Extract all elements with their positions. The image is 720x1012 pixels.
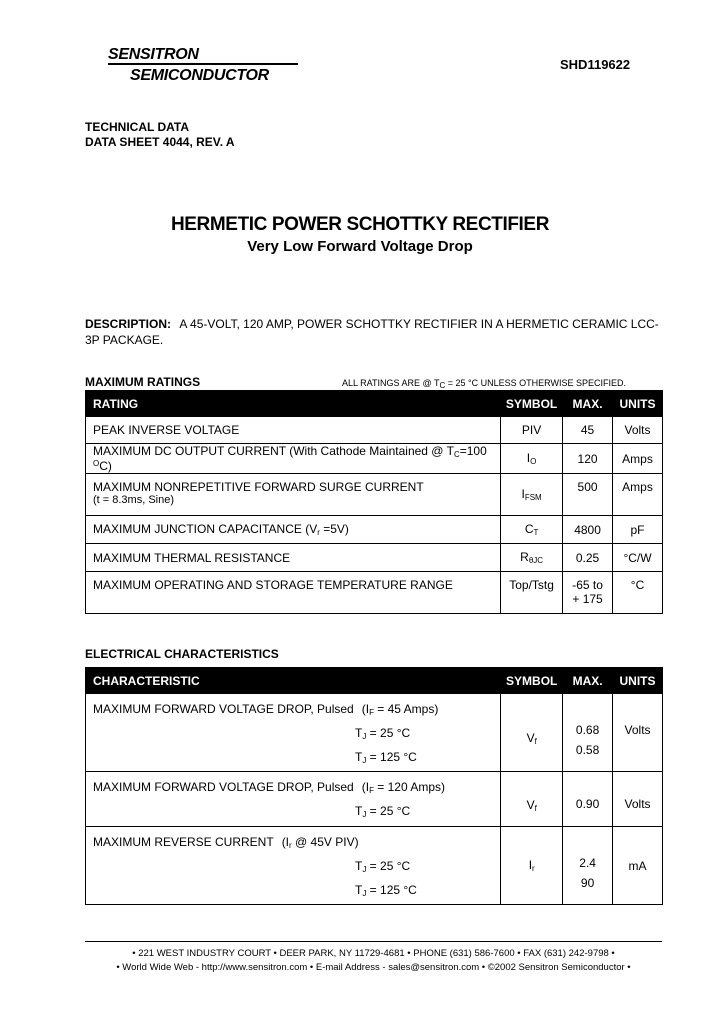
- max-cell: 4800: [563, 516, 613, 544]
- table-row: [86, 544, 663, 572]
- rating-text-line2: (t = 8.3ms, Sine): [93, 494, 175, 506]
- rating-sup: O: [93, 459, 100, 468]
- max-cell: 0.90: [563, 772, 613, 827]
- col-header-symbol: SYMBOL: [501, 668, 563, 694]
- rating-text-end: C): [99, 459, 112, 473]
- condition-rest: @ 45V PIV): [291, 835, 359, 849]
- max-text: -65 to: [572, 578, 603, 592]
- rating-sub: r: [317, 528, 320, 537]
- table-row: [86, 572, 663, 614]
- characteristic-cell: [86, 694, 501, 772]
- max-ratings-table: [85, 390, 663, 614]
- max-cell: 45: [563, 417, 613, 444]
- note-text: ALL RATINGS ARE @ T: [342, 378, 440, 388]
- table-header-row: [86, 391, 663, 417]
- symbol-cell: [501, 444, 563, 474]
- note-text-rest: = 25 °C UNLESS OTHERWISE SPECIFIED.: [445, 378, 627, 388]
- col-header-max: MAX.: [563, 668, 613, 694]
- temp-line: [93, 723, 500, 747]
- symbol-sub: f: [534, 803, 537, 813]
- temp-rest: = 125 °C: [366, 750, 417, 764]
- units-cell: °C: [613, 572, 663, 614]
- company-name-line1: SENSITRON: [108, 46, 199, 63]
- temp-sub: J: [362, 732, 367, 741]
- rating-text-rest: =5V): [319, 522, 349, 536]
- temp-sub: J: [362, 865, 367, 874]
- condition: [362, 780, 445, 794]
- max-text-line2: + 175: [572, 592, 603, 606]
- symbol-sub: r: [532, 864, 535, 873]
- characteristic-label: MAXIMUM REVERSE CURRENT: [93, 835, 274, 849]
- temp-text: T: [355, 859, 363, 873]
- symbol-sub: O: [530, 457, 537, 466]
- symbol-text: V: [526, 797, 535, 812]
- symbol-sub: FSM: [524, 493, 542, 502]
- description-label: DESCRIPTION:: [85, 317, 172, 331]
- condition-sub: F: [369, 708, 374, 717]
- condition-text: (I: [361, 780, 370, 794]
- temp-text: T: [355, 726, 363, 740]
- temp-line: [93, 801, 500, 825]
- page-title: HERMETIC POWER SCHOTTKY RECTIFIER: [170, 214, 550, 235]
- table-row: [86, 444, 663, 474]
- max-cell: [563, 694, 613, 772]
- max-cell: [563, 827, 613, 905]
- symbol-cell: Top/Tstg: [501, 572, 563, 614]
- characteristic-line: [93, 699, 500, 723]
- condition-text: (I: [281, 835, 290, 849]
- max-cell: [563, 572, 613, 614]
- max-cell: 120: [563, 444, 613, 474]
- document-info: [85, 120, 235, 150]
- temp-text: T: [355, 883, 363, 897]
- col-header-symbol: SYMBOL: [501, 391, 563, 417]
- footer-rule: [85, 941, 662, 942]
- units-cell: mA: [613, 827, 663, 905]
- symbol-text: I: [526, 451, 531, 465]
- max-value: 2.4: [579, 856, 596, 870]
- symbol-text: C: [524, 522, 534, 536]
- part-number: SHD119622: [560, 57, 631, 72]
- col-header-rating: RATING: [86, 391, 501, 417]
- temp-text: T: [355, 804, 363, 818]
- tech-data-label: TECHNICAL DATA: [85, 120, 189, 134]
- col-header-max: MAX.: [563, 391, 613, 417]
- symbol-sub: f: [534, 737, 537, 746]
- symbol-cell: PIV: [501, 417, 563, 444]
- condition: [362, 702, 439, 716]
- max-ratings-heading: MAXIMUM RATINGS: [85, 375, 201, 389]
- symbol-text: I: [528, 858, 533, 872]
- condition-text: (I: [361, 702, 370, 716]
- rating-cell: PEAK INVERSE VOLTAGE: [86, 417, 501, 444]
- footer-contact: • World Wide Web - http://www.sensitron.com • E-mail Address - sales@sensitron.com • ©2002 Sensitron Semiconductor •: [116, 962, 631, 973]
- temp-sub: J: [362, 810, 367, 819]
- col-header-characteristic: CHARACTERISTIC: [86, 668, 501, 694]
- units-cell: Volts: [613, 694, 663, 772]
- table-row: [86, 474, 663, 516]
- condition-sub: F: [369, 786, 374, 795]
- characteristic-label: MAXIMUM FORWARD VOLTAGE DROP, Pulsed: [93, 702, 354, 716]
- footer-address: • 221 WEST INDUSTRY COURT • DEER PARK, NY 11729-4681 • PHONE (631) 586-7600 • FAX (631) 242-9798 •: [132, 948, 615, 959]
- temp-line: [93, 747, 500, 771]
- table-row: [86, 772, 663, 827]
- symbol-text: V: [526, 731, 535, 745]
- datasheet-label: DATA SHEET 4044, REV. A: [85, 135, 235, 149]
- temp-line: [93, 856, 500, 880]
- rating-text: MAXIMUM JUNCTION CAPACITANCE (V: [93, 522, 318, 536]
- characteristic-cell: [86, 827, 501, 905]
- units-cell: pF: [613, 516, 663, 544]
- max-value: 0.68: [575, 723, 600, 737]
- description: [85, 316, 665, 348]
- symbol-sub: θJC: [528, 556, 544, 565]
- temp-line: [93, 880, 500, 904]
- temp-text: T: [355, 750, 363, 764]
- rating-cell: MAXIMUM THERMAL RESISTANCE: [86, 544, 501, 572]
- units-cell: Volts: [613, 772, 663, 827]
- logo-rule: [108, 63, 298, 65]
- symbol-cell: [501, 516, 563, 544]
- symbol-cell: [501, 827, 563, 905]
- symbol-cell: [501, 474, 563, 516]
- temp-rest: = 25 °C: [366, 804, 411, 818]
- rating-sub: C: [453, 450, 460, 459]
- table-row: [86, 827, 663, 905]
- condition-rest: = 45 Amps): [373, 702, 439, 716]
- symbol-cell: [501, 544, 563, 572]
- table-row: [86, 417, 663, 444]
- rating-cell: [86, 516, 501, 544]
- characteristic-cell: [86, 772, 501, 827]
- table-header-row: [86, 668, 663, 694]
- condition-sub: r: [289, 841, 292, 850]
- table-row: [86, 694, 663, 772]
- max-cell: 500: [563, 474, 613, 516]
- units-cell: °C/W: [613, 544, 663, 572]
- company-name-line2: SEMICONDUCTOR: [130, 67, 269, 84]
- electrical-table: [85, 667, 663, 905]
- rating-cell: MAXIMUM OPERATING AND STORAGE TEMPERATURE RANGE: [86, 572, 501, 614]
- rating-text: MAXIMUM NONREPETITIVE FORWARD SURGE CURRENT: [93, 480, 424, 494]
- temp-rest: = 25 °C: [366, 859, 411, 873]
- rating-cell: [86, 444, 501, 474]
- characteristic-line: [93, 777, 500, 801]
- symbol-sub: T: [533, 528, 539, 537]
- condition: [282, 835, 359, 849]
- units-cell: Amps: [613, 444, 663, 474]
- condition-rest: = 120 Amps): [373, 780, 445, 794]
- col-header-units: UNITS: [613, 391, 663, 417]
- rating-text: MAXIMUM DC OUTPUT CURRENT (With Cathode Maintained @ T: [93, 444, 454, 458]
- rating-cell: [86, 474, 501, 516]
- temp-rest: = 125 °C: [366, 883, 417, 897]
- rating-text-rest: =100: [459, 444, 487, 458]
- temp-sub: J: [362, 889, 367, 898]
- max-cell: 0.25: [563, 544, 613, 572]
- characteristic-label: MAXIMUM FORWARD VOLTAGE DROP, Pulsed: [93, 780, 354, 794]
- symbol-cell: [501, 772, 563, 827]
- description-text: A 45-VOLT, 120 AMP, POWER SCHOTTKY RECTIFIER IN A HERMETIC CERAMIC LCC-3P PACKAGE.: [85, 317, 659, 347]
- symbol-text: R: [520, 550, 529, 564]
- page-subtitle: Very Low Forward Voltage Drop: [247, 238, 473, 255]
- table-row: [86, 516, 663, 544]
- max-value: 90: [580, 876, 595, 890]
- col-header-units: UNITS: [613, 668, 663, 694]
- temp-rest: = 25 °C: [366, 726, 411, 740]
- symbol-cell: [501, 694, 563, 772]
- units-cell: Amps: [613, 474, 663, 516]
- temp-sub: J: [362, 756, 367, 765]
- max-value: 0.58: [575, 743, 600, 757]
- note-sub: C: [439, 381, 446, 390]
- max-ratings-note: [342, 378, 626, 390]
- symbol-text: I: [521, 487, 525, 501]
- characteristic-line: [93, 832, 500, 856]
- electrical-heading: ELECTRICAL CHARACTERISTICS: [85, 647, 279, 661]
- units-cell: Volts: [613, 417, 663, 444]
